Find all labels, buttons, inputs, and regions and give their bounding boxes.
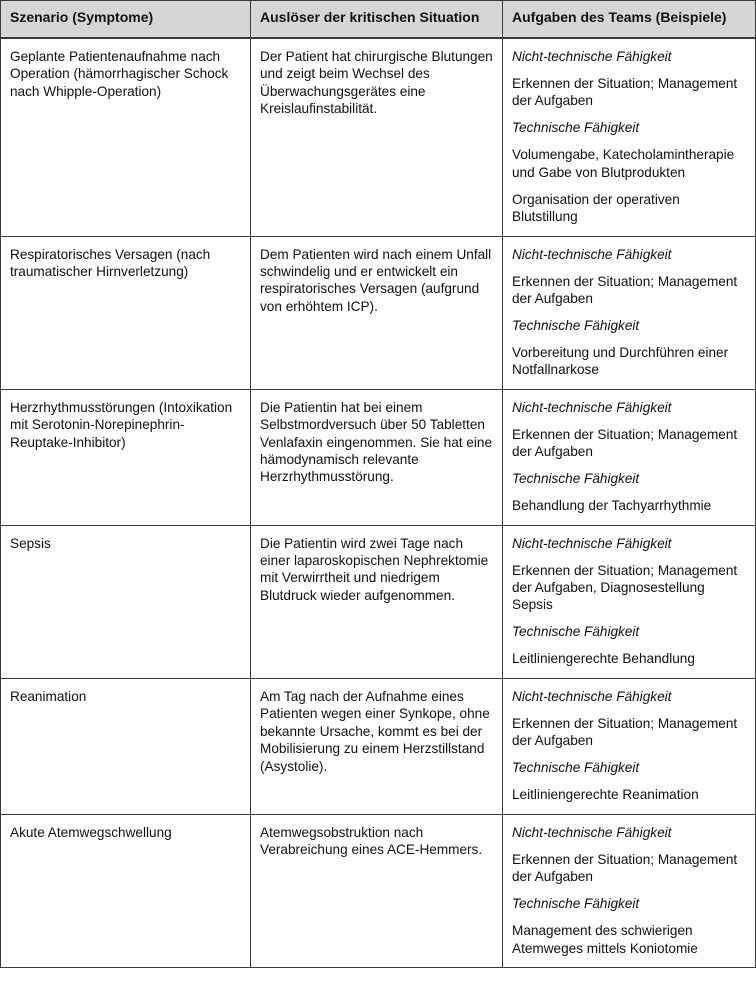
tasks-cell bbox=[503, 814, 756, 967]
skill-category-label: Technische Fähigkeit bbox=[512, 624, 640, 640]
table-row bbox=[1, 236, 756, 389]
tasks-cell bbox=[503, 236, 756, 389]
task-item: Organisation der operativen Blutstillung bbox=[512, 191, 680, 225]
task-item: Erkennen der Situation; Management der Aufgaben bbox=[512, 273, 738, 307]
scenario-cell: Sepsis bbox=[1, 525, 251, 678]
header-row bbox=[1, 1, 756, 39]
task-item: Erkennen der Situation; Management der Aufgaben bbox=[512, 715, 738, 749]
scenario-cell: Geplante Patientenaufnahme nach Operation (hämorrhagischer Schock nach Whipple-Operation) bbox=[1, 38, 251, 236]
skill-category-label: Nicht-technische Fähigkeit bbox=[512, 399, 672, 415]
task-item: Leitliniengerechte Behandlung bbox=[512, 651, 695, 667]
task-item: Erkennen der Situation; Management der Aufgaben bbox=[512, 426, 738, 460]
scenario-cell: Herzrhythmusstörungen (Intoxikation mit Serotonin-Norepinephrin-Reuptake-Inhibitor) bbox=[1, 389, 251, 525]
table-row bbox=[1, 525, 756, 678]
skill-category-label: Technische Fähigkeit bbox=[512, 896, 640, 912]
header-scenario: Szenario (Symptome) bbox=[1, 1, 251, 39]
table-row bbox=[1, 389, 756, 525]
header-tasks: Aufgaben des Teams (Beispiele) bbox=[503, 1, 756, 39]
trigger-cell: Dem Patienten wird nach einem Unfall schwindelig und er entwickelt ein respiratorisches Versagen (aufgrund von erhöhtem ICP). bbox=[251, 236, 503, 389]
tasks-cell bbox=[503, 38, 756, 236]
skill-category-label: Technische Fähigkeit bbox=[512, 318, 640, 334]
header-trigger: Auslöser der kritischen Situation bbox=[251, 1, 503, 39]
task-item: Erkennen der Situation; Management der Aufgaben bbox=[512, 76, 738, 109]
skill-category-label: Technische Fähigkeit bbox=[512, 120, 640, 136]
skill-category-label: Technische Fähigkeit bbox=[512, 760, 640, 776]
scenario-cell: Reanimation bbox=[1, 678, 251, 814]
tasks-cell bbox=[503, 525, 756, 678]
table-body bbox=[1, 38, 756, 967]
task-item: Volumengabe, Katecholamintherapie und Gabe von Blutprodukten bbox=[512, 147, 735, 180]
tasks-cell bbox=[503, 389, 756, 525]
skill-category-label: Technische Fähigkeit bbox=[512, 471, 640, 487]
task-item: Leitliniengerechte Reanimation bbox=[512, 787, 699, 803]
trigger-cell: Atemwegsobstruktion nach Verabreichung eines ACE-Hemmers. bbox=[251, 814, 503, 967]
trigger-cell: Die Patientin hat bei einem Selbstmordversuch über 50 Tabletten Venlafaxin eingenommen. Sie hat eine hämodynamisch relevante Herzrhythmusstörung. bbox=[251, 389, 503, 525]
scenario-cell: Respiratorisches Versagen (nach traumatischer Hirnverletzung) bbox=[1, 236, 251, 389]
task-item: Management des schwierigen Atemweges mittels Koniotomie bbox=[512, 923, 698, 956]
task-item: Erkennen der Situation; Management der Aufgaben bbox=[512, 851, 738, 885]
trigger-cell: Der Patient hat chirurgische Blutungen und zeigt beim Wechsel des Überwachungsgerätes eine Kreislaufinstabilität. bbox=[251, 38, 503, 236]
task-item: Behandlung der Tachyarrhythmie bbox=[512, 498, 712, 514]
skill-category-label: Nicht-technische Fähigkeit bbox=[512, 688, 672, 704]
tasks-cell bbox=[503, 678, 756, 814]
skill-category-label: Nicht-technische Fähigkeit bbox=[512, 246, 672, 262]
trigger-cell: Die Patientin wird zwei Tage nach einer laparoskopischen Nephrektomie mit Verwirrtheit und niedrigem Blutdruck wieder aufgenommen. bbox=[251, 525, 503, 678]
task-item: Erkennen der Situation; Management der Aufgaben, Diagnosestellung Sepsis bbox=[512, 562, 738, 613]
task-item: Vorbereitung und Durchführen einer Notfallnarkose bbox=[512, 345, 729, 378]
trigger-cell: Am Tag nach der Aufnahme eines Patienten wegen einer Synkope, ohne bekannte Ursache, kommt es bei der Mobilisierung zu einem Herzstillstand (Asystolie). bbox=[251, 678, 503, 814]
table-row bbox=[1, 38, 756, 236]
skill-category-label: Nicht-technische Fähigkeit bbox=[512, 49, 672, 64]
table-row bbox=[1, 678, 756, 814]
scenario-cell: Akute Atemwegschwellung bbox=[1, 814, 251, 967]
skill-category-label: Nicht-technische Fähigkeit bbox=[512, 824, 672, 840]
skill-category-label: Nicht-technische Fähigkeit bbox=[512, 535, 672, 551]
table-row bbox=[1, 814, 756, 967]
